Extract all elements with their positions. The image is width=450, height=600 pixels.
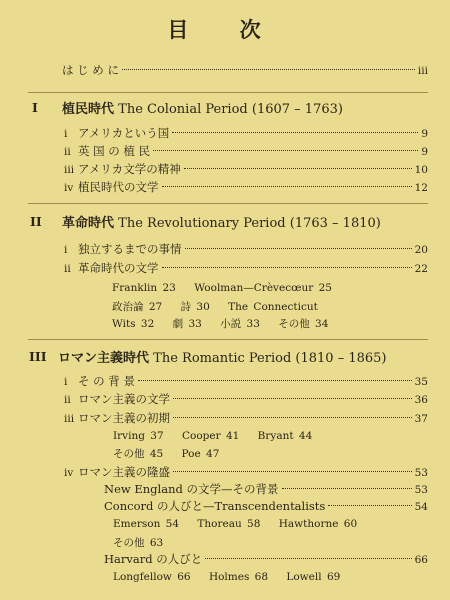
toc-entry	[104, 551, 428, 567]
dot-leader	[122, 68, 415, 70]
toc-entry	[64, 464, 428, 480]
sub-entry: Longfellow 66	[113, 571, 191, 583]
entry-number: iii	[64, 413, 75, 425]
entry-number: ii	[64, 394, 71, 406]
chapter-years: (1763 – 1810)	[289, 216, 381, 231]
dot-leader	[184, 167, 412, 169]
entry-label: 英 国 の 植 民	[78, 144, 151, 158]
sub-entry: Emerson 54	[113, 518, 180, 530]
toc-entry	[64, 179, 428, 195]
dot-leader	[173, 416, 412, 418]
sub-entry: Bryant 44	[257, 430, 313, 442]
toc-entry	[64, 143, 428, 159]
entry-number: ii	[64, 146, 71, 158]
entry-page: 12	[414, 182, 428, 194]
sub-entry: Wits 32	[112, 318, 155, 330]
chapter-title-jp: ロマン主義時代	[58, 351, 150, 366]
entry-label: ロマン主義の文学	[78, 392, 170, 406]
chapter-title-en: The Romantic Period	[153, 351, 292, 366]
toc-entry	[64, 161, 428, 177]
chapter-heading	[62, 98, 343, 117]
dot-leader	[153, 149, 418, 151]
entry-page: 9	[421, 146, 428, 158]
entry-page: 66	[414, 554, 428, 566]
chapter-numeral: II	[30, 214, 42, 229]
divider	[28, 339, 428, 340]
entry-label: New England の文学—その背景	[104, 482, 279, 496]
dot-leader	[328, 504, 411, 506]
sub-entries	[112, 316, 341, 331]
entry-page: 53	[414, 467, 428, 479]
sub-entry: 劇 33	[172, 318, 202, 330]
page-title: 目 次	[167, 17, 283, 42]
toc-entry	[64, 410, 428, 426]
entry-number: i	[64, 376, 68, 388]
dot-leader	[185, 247, 412, 249]
sub-entry: Holmes 68	[208, 571, 269, 583]
sub-entry: 詩 30	[180, 301, 210, 313]
chapter-years: (1810 – 1865)	[295, 351, 387, 366]
entry-label: アメリカ文学の精神	[78, 162, 181, 176]
sub-entry: Lowell 69	[286, 571, 341, 583]
toc-entry	[64, 125, 428, 141]
sub-entries	[113, 430, 325, 442]
entry-page: iii	[417, 65, 428, 77]
dot-leader	[205, 557, 411, 559]
entry-number: iv	[64, 467, 74, 479]
entry-number: ii	[64, 263, 71, 275]
sub-entry: その他 45	[113, 448, 164, 460]
entry-page: 53	[414, 484, 428, 496]
dot-leader	[162, 266, 412, 268]
entry-page: 22	[414, 263, 428, 275]
entry-label: ロマン主義の隆盛	[78, 465, 170, 479]
entry-label: アメリカという国	[78, 126, 170, 140]
sub-entries	[113, 518, 370, 530]
sub-entry: 政治論 27	[112, 301, 163, 313]
sub-entry: Woolman—Crèvecœur 25	[194, 282, 332, 294]
sub-entries	[113, 446, 232, 461]
entry-page: 54	[414, 501, 428, 513]
entry-label: ロマン主義の初期	[78, 411, 170, 425]
toc-entry-intro	[62, 62, 428, 78]
entry-number: i	[64, 128, 68, 140]
dot-leader	[173, 470, 412, 472]
chapter-numeral: III	[29, 349, 47, 364]
toc-entry	[104, 498, 428, 514]
entry-label: Concord の人びと—Transcendentalists	[104, 499, 326, 513]
dot-leader	[162, 185, 412, 187]
sub-entry: The Connecticut	[228, 301, 318, 313]
entry-label: 革命時代の文学	[78, 261, 159, 275]
sub-entry: その他 63	[113, 537, 164, 549]
sub-entries	[113, 535, 176, 550]
toc-entry	[64, 260, 428, 276]
toc-entry	[64, 241, 428, 257]
chapter-heading	[62, 212, 381, 231]
dot-leader	[173, 397, 412, 399]
chapter-title-jp: 革命時代	[62, 216, 115, 231]
entry-page: 9	[421, 128, 428, 140]
entry-label: 独立するまでの事情	[78, 242, 182, 256]
chapter-title-jp: 植民時代	[62, 102, 115, 117]
entry-label: 植民時代の文学	[78, 180, 159, 194]
entry-number: i	[64, 244, 68, 256]
entry-page: 37	[414, 413, 428, 425]
sub-entry: Poe 47	[181, 448, 220, 460]
dot-leader	[282, 487, 412, 489]
entry-number: iv	[64, 182, 74, 194]
sub-entry: 小説 33	[220, 318, 260, 330]
entry-page: 35	[414, 376, 428, 388]
sub-entry: Hawthorne 60	[278, 518, 358, 530]
entry-page: 10	[414, 164, 428, 176]
sub-entry: その他 34	[278, 318, 329, 330]
entry-page: 36	[414, 394, 428, 406]
chapter-years: (1607 – 1763)	[251, 102, 343, 117]
entry-page: 20	[414, 244, 428, 256]
entry-number: iii	[64, 164, 75, 176]
toc-entry	[64, 391, 428, 407]
sub-entry: Thoreau 58	[197, 518, 261, 530]
chapter-heading	[58, 347, 386, 366]
sub-entries	[112, 299, 331, 314]
chapter-title-en: The Revolutionary Period	[118, 216, 286, 231]
chapter-numeral: I	[32, 100, 38, 115]
toc-entry	[64, 373, 428, 389]
entry-label: は じ め に	[62, 63, 119, 77]
divider	[28, 92, 428, 93]
dot-leader	[172, 131, 418, 133]
sub-entries	[112, 282, 345, 294]
sub-entry: Irving 37	[113, 430, 164, 442]
divider	[28, 203, 428, 204]
dot-leader	[138, 379, 412, 381]
entry-label: Harvard の人びと	[104, 552, 203, 566]
sub-entries	[113, 571, 353, 583]
sub-entry: Cooper 41	[181, 430, 240, 442]
sub-entry: Franklin 23	[112, 282, 176, 294]
entry-label: そ の 背 景	[78, 374, 135, 388]
chapter-title-en: The Colonial Period	[118, 102, 248, 117]
toc-entry	[104, 481, 428, 497]
